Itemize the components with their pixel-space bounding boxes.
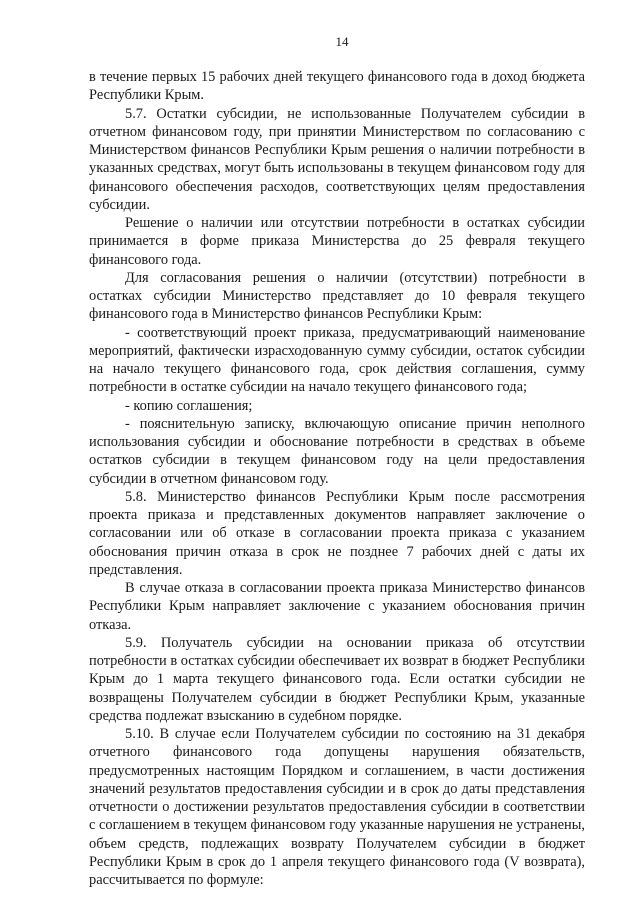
paragraph-5-10: 5.10. В случае если Получателем субсидии по состоянию на 31 декабря отчетного финансового года допущены нарушения обязательств, предусмотренных настоящим Порядком и соглашением, в части достижения значений результатов предоставления субсидии и в срок до даты представления отчетности о достижении результатов предоставления субсидии в соответствии с соглашением в текущем финансовом году указанные нарушения не устранены, объем средств, подлежащих возврату Получателем субсидии в бюджет Республики Крым в срок до 1 апреля текущего финансового года (V возврата), рассчитывается по формуле: xyxy=(89,726,585,888)
list-item-draft-order: - соответствующий проект приказа, предусматривающий наименование мероприятий, фактически израсходованную сумму субсидии, остаток субсидии на начало текущего финансового года, срок действия соглашения, сумму потребности в остатке субсидии на начало текущего финансового года; xyxy=(89,324,585,396)
paragraph-refusal: В случае отказа в согласовании проекта приказа Министерство финансов Республики Крым направляет заключение с указанием обоснования причин отказа. xyxy=(89,580,585,633)
paragraph-5-9: 5.9. Получатель субсидии на основании приказа об отсутствии потребности в остатках субсидии обеспечивает их возврат в бюджет Республики Крым до 1 марта текущего финансового года. Если остатки субсидии не возвращены Получателем субсидии в бюджет Республики Крым, указанные средства подлежат взысканию в судебном порядке. xyxy=(89,634,585,724)
document-body xyxy=(89,68,585,889)
paragraph-5-7: 5.7. Остатки субсидии, не использованные Получателем субсидии в отчетном финансовом году, при принятии Министерством по согласованию с Министерством финансов Республики Крым решения о наличии потребности в указанных средствах, могут быть использованы в текущем финансовом году для финансового обеспечения расходов, соответствующих целям предоставления субсидии. xyxy=(89,105,585,213)
list-item-agreement-copy: - копию соглашения; xyxy=(125,397,253,414)
paragraph-approval: Для согласования решения о наличии (отсутствии) потребности в остатках субсидии Министерство представляет до 10 февраля текущего финансового года в Министерство финансов Республики Крым: xyxy=(89,269,585,323)
list-item-explanatory-note: - пояснительную записку, включающую описание причин неполного использования субсидии и обоснование потребности в средствах в объеме остатков субсидии в текущем финансовом году на цели предоставления субсидии в отчетном финансовом году. xyxy=(89,415,585,487)
paragraph-continuation: в течение первых 15 рабочих дней текущего финансового года в доход бюджета Республики Крым. xyxy=(89,69,585,104)
page-number: 14 xyxy=(335,34,349,49)
paragraph-decision: Решение о наличии или отсутствии потребности в остатках субсидии принимается в форме приказа Министерства до 25 февраля текущего финансового года. xyxy=(89,215,585,268)
paragraph-5-8: 5.8. Министерство финансов Республики Крым после рассмотрения проекта приказа и представленных документов направляет заключение о согласовании или об отказе в согласовании проекта приказа с указанием обоснования причин отказа в срок не позднее 7 рабочих дней с даты их представления. xyxy=(89,488,585,578)
